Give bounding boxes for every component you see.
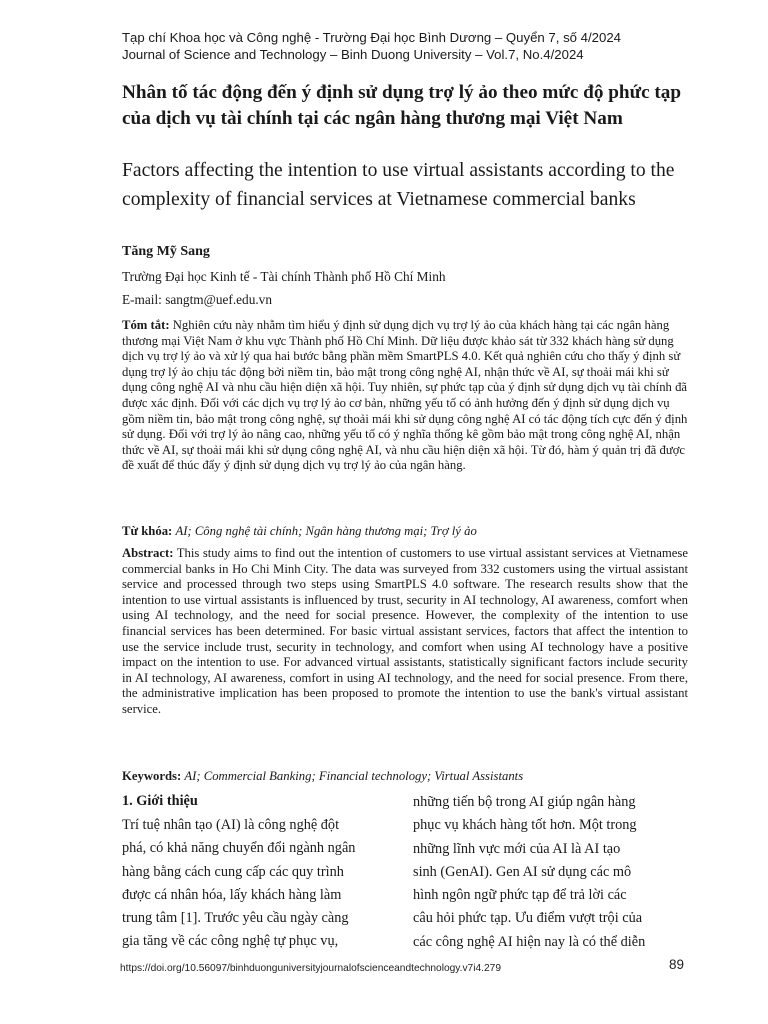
body-line: phục vụ khách hàng tốt hơn. Một trong bbox=[413, 817, 637, 834]
body-line: hình ngôn ngữ phức tạp để trả lời các bbox=[413, 887, 627, 904]
body-line: các công nghệ AI hiện nay là có thể diễn bbox=[413, 933, 646, 950]
author-name: Tăng Mỹ Sang bbox=[122, 244, 210, 259]
keywords-en-label: Keywords: bbox=[122, 769, 182, 783]
abstract-en-text: This study aims to find out the intention of customers to use virtual assistant services at Vietnamese commercial banks in Ho Chi Minh City. The data was surveyed from 332 customers using the virtual assistant service and processed through two steps using SmartPLS 4.0 software. The research results show that the intention to use virtual assistants is influenced by trust, security in AI technology, AI awareness, comfort when using AI technology, and the need for social presence. However, the complexity of the intention to use financial services has been determined. For basic virtual assistant services, factors that affect the intention to use the service include trust, security in technology, and comfort when using AI technology have a positive impact on the intention to use. For advanced virtual assistants, statistically significant factors include security in AI technology, AI awareness, comfort in using AI technology, and the need for social presence. From there, the administrative implication has been proposed to promote the intention to use the bank's virtual assistant service. bbox=[122, 546, 688, 716]
page-number: 89 bbox=[669, 957, 685, 972]
abstract-vi bbox=[122, 318, 688, 474]
body-line: câu hỏi phức tạp. Ưu điểm vượt trội của bbox=[413, 910, 643, 927]
keywords-en bbox=[122, 769, 688, 785]
journal-header-en: Journal of Science and Technology – Binh Duong University – Vol.7, No.4/2024 bbox=[122, 47, 584, 62]
body-line: những tiến bộ trong AI giúp ngân hàng bbox=[413, 794, 636, 810]
body-line: những lĩnh vực mới của AI là AI tạo bbox=[413, 840, 621, 857]
section-heading-introduction: 1. Giới thiệu bbox=[122, 793, 198, 809]
article-title-vi: Nhân tố tác động đến ý định sử dụng trợ lý ảo theo mức độ phức tạp của dịch vụ tài chính tại các ngân hàng thương mại Việt Nam bbox=[122, 82, 682, 129]
author-email: E-mail: sangtm@uef.edu.vn bbox=[122, 292, 272, 307]
journal-header-vi: Tạp chí Khoa học và Công nghệ - Trường Đại học Bình Dương – Quyển 7, số 4/2024 bbox=[122, 30, 622, 45]
body-line: được cá nhân hóa, lấy khách hàng làm bbox=[122, 886, 342, 903]
body-column-left bbox=[122, 814, 355, 954]
abstract-vi-label: Tóm tắt: bbox=[122, 318, 170, 332]
body-column-right bbox=[413, 791, 645, 954]
abstract-vi-text: Nghiên cứu này nhằm tìm hiểu ý định sử dụng dịch vụ trợ lý ảo của khách hàng tại các ngân hàng thương mại Việt Nam ở khu vực Thành phố Hồ Chí Minh. Dữ liệu được khảo sát từ 332 khách hàng sử dụng dịch vụ trợ lý ảo và xử lý qua hai bước bằng phần mềm SmartPLS 4.0. Kết quả nghiên cứu cho thấy ý định sử dụng trợ lý ảo chịu tác động bởi niềm tin, bảo mật trong công nghệ AI, nhận thức về AI, sự thoải mái khi sử dụng công nghệ AI và nhu cầu hiện diện xã hội. Tuy nhiên, sự phức tạp của ý định sử dụng dịch vụ tài chính đã được xác định. Đối với các dịch vụ trợ lý ảo cơ bản, những yếu tố có ảnh hưởng đến ý định sử dụng dịch vụ gồm niềm tin, bảo mật trong công nghệ, sự thoải mái khi sử dụng công nghệ AI có tác động tích cực đến ý định sử dụng. Đối với trợ lý ảo nâng cao, những yếu tố có ý nghĩa thống kê gồm bảo mật trong công nghệ AI, nhận thức về AI, sự thoải mái khi sử dụng công nghệ AI, và nhu cầu hiện diện xã hội. Từ đó, hàm ý quản trị đã được đề xuất để thúc đẩy ý định sử dụng dịch vụ trợ lý ảo của ngân hàng. bbox=[122, 318, 688, 473]
doi-link[interactable]: https://doi.org/10.56097/binhduonguniversityjournalofscienceandtechnology.v7i4.279 bbox=[120, 963, 501, 974]
body-line: phá, có khả năng chuyển đổi ngành ngân bbox=[122, 840, 356, 857]
body-line: gia tăng về các công nghệ tự phục vụ, bbox=[122, 933, 339, 950]
author-affiliation: Trường Đại học Kinh tế - Tài chính Thành phố Hồ Chí Minh bbox=[122, 269, 446, 284]
keywords-vi-text: AI; Công nghệ tài chính; Ngân hàng thương mại; Trợ lý ảo bbox=[175, 524, 477, 538]
journal-header bbox=[122, 29, 692, 63]
abstract-en bbox=[122, 546, 688, 718]
abstract-en-label: Abstract: bbox=[122, 546, 174, 560]
keywords-vi bbox=[122, 524, 688, 540]
keywords-vi-label: Từ khóa: bbox=[122, 524, 173, 538]
keywords-en-text: AI; Commercial Banking; Financial technology; Virtual Assistants bbox=[184, 769, 524, 783]
body-line: trung tâm [1]. Trước yêu cầu ngày càng bbox=[122, 910, 349, 927]
body-line: sinh (GenAI). Gen AI sử dụng các mô bbox=[413, 863, 632, 880]
body-line: Trí tuệ nhân tạo (AI) là công nghệ đột bbox=[122, 817, 340, 833]
body-line: hàng bằng cách cung cấp các quy trình bbox=[122, 863, 344, 880]
article-title-en: Factors affecting the intention to use virtual assistants according to the complexity of financial services at Vietnamese commercial banks bbox=[122, 160, 675, 210]
